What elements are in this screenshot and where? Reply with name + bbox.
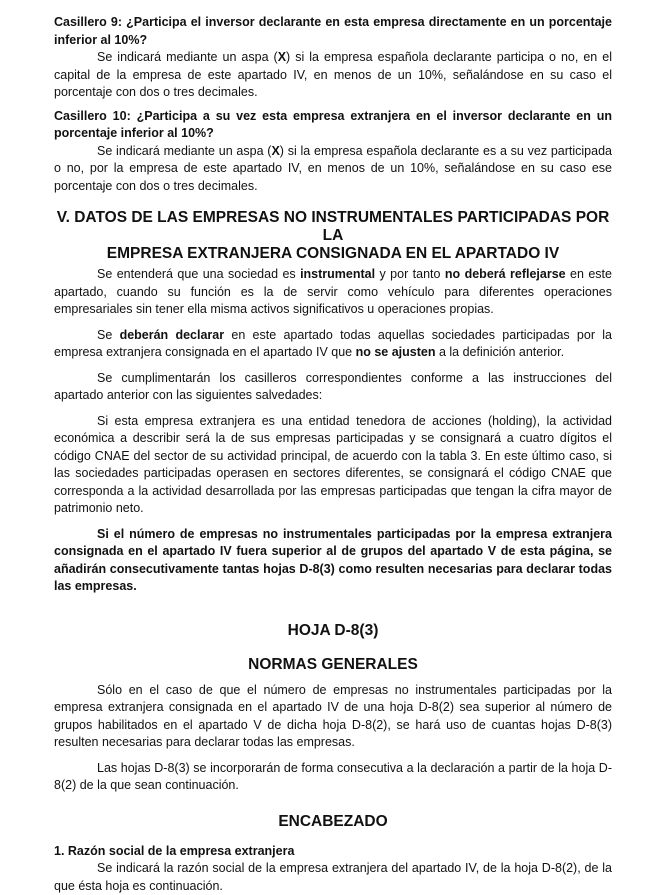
- section-v-paragraph-salvedades: Se cumplimentarán los casilleros correspondientes conforme a las instrucciones del apartado anterior con las siguientes salvedades:: [54, 370, 612, 402]
- encabezado-title: ENCABEZADO: [278, 812, 388, 830]
- hoja-d8-3-title: HOJA D-8(3): [287, 621, 379, 639]
- section-v-title-line1: V. DATOS DE LAS EMPRESAS NO INSTRUMENTALES PARTICIPADAS POR LA: [56, 209, 610, 244]
- section-v-paragraph-holding: Si esta empresa extranjera es una entidad tenedora de acciones (holding), la actividad económica a describir será la de sus empresas participadas y se consignará a cuatro dígitos el código CNAE del sector de su actividad principal, de acuerdo con la tabla 3. En este último caso, si las sociedades participadas operasen en sectores diferentes, se consignará el código CNAE que corresponda a la actividad desarrollada por las empresas participadas que tengan la cifra mayor de patrimonio neto.: [54, 413, 612, 515]
- section-v-title-line2: EMPRESA EXTRANJERA CONSIGNADA EN EL APARTADO IV: [106, 245, 560, 262]
- section-v-paragraph-instrumental: [54, 266, 612, 319]
- casillero-9-body-pre: Se indicará mediante un aspa (: [97, 50, 278, 64]
- razon-social-heading: 1. Razón social de la empresa extranjera: [54, 843, 295, 858]
- casillero-10-body: [54, 143, 612, 196]
- casillero-10-heading: Casillero 10: ¿Participa a su vez esta empresa extranjera en el inversor declarante en un porcentaje inferior al 10%?: [54, 108, 612, 140]
- casillero-10-body-pre: Se indicará mediante un aspa (: [97, 143, 272, 158]
- normas-paragraph-2: Las hojas D-8(3) se incorporarán de forma consecutiva a la declaración a partir de la hoja D-8(2) de la que sean continuación.: [54, 760, 612, 792]
- casillero-9-body-post: ) si la empresa española declarante participa o no, en el capital de la empresa de este apartado IV, en menos de un 10%, señalándose en su caso el porcentaje con dos o tres decimales.: [54, 50, 612, 99]
- normas-generales-title: NORMAS GENERALES: [248, 655, 418, 673]
- casillero-9-mark: X: [277, 50, 287, 64]
- casillero-10-body-post: ) si la empresa española declarante es a su vez participada o no, por la empresa de este apartado IV, en menos de un 10%, señalándose en su caso ese porcentaje con dos o tres decimales.: [54, 143, 612, 193]
- text-run: a la definición anterior.: [435, 345, 565, 359]
- section-v-paragraph-hojas: Si el número de empresas no instrumentales participadas por la empresa extranjera consignada en el apartado IV fuera superior al de grupos del apartado V de esta página, se añadirán consecutivamente tantas hojas D-8(3) como resulten necesarias para declarar todas las empresas.: [54, 526, 612, 593]
- bold-run: deberán declarar: [119, 327, 225, 342]
- section-v-paragraph-declarar: [54, 327, 612, 362]
- casillero-10-mark: X: [271, 143, 280, 158]
- text-run: Se entenderá que una sociedad es: [97, 267, 301, 281]
- casillero-9-heading: Casillero 9: ¿Participa el inversor declarante en esta empresa directamente en un porcentaje inferior al 10%?: [54, 15, 612, 47]
- bold-run: instrumental: [300, 267, 376, 281]
- casillero-9-body: [54, 49, 612, 102]
- section-v-title: [54, 209, 612, 263]
- bold-run: no se ajusten: [355, 345, 436, 359]
- document-page: [54, 14, 612, 895]
- bold-run: no deberá reflejarse: [444, 267, 566, 281]
- text-run: en este apartado, cuando su función es la de servir como vehículo para diferentes operaciones empresariales sin tener ella misma activos significativos u operaciones propias.: [54, 267, 612, 316]
- razon-social-body: Se indicará la razón social de la empresa extranjera del apartado IV, de la hoja D-8(2), de la que ésta hoja es continuación.: [54, 861, 612, 893]
- text-run: en este apartado todas aquellas sociedades participadas por la empresa extranjera consignada en el apartado IV que: [54, 327, 612, 359]
- text-run: Se: [97, 327, 120, 342]
- normas-paragraph-1: Sólo en el caso de que el número de empresas no instrumentales participadas por la empresa extranjera consignada en el apartado IV de una hoja D-8(2) sea superior al número de grupos habilitados en el apartado V de dicha hoja D-8(2), se hará uso de cuantas hojas D-8(3) resulten necesarias para declarar todas las empresas.: [54, 682, 612, 749]
- text-run: y por tanto: [375, 267, 445, 281]
